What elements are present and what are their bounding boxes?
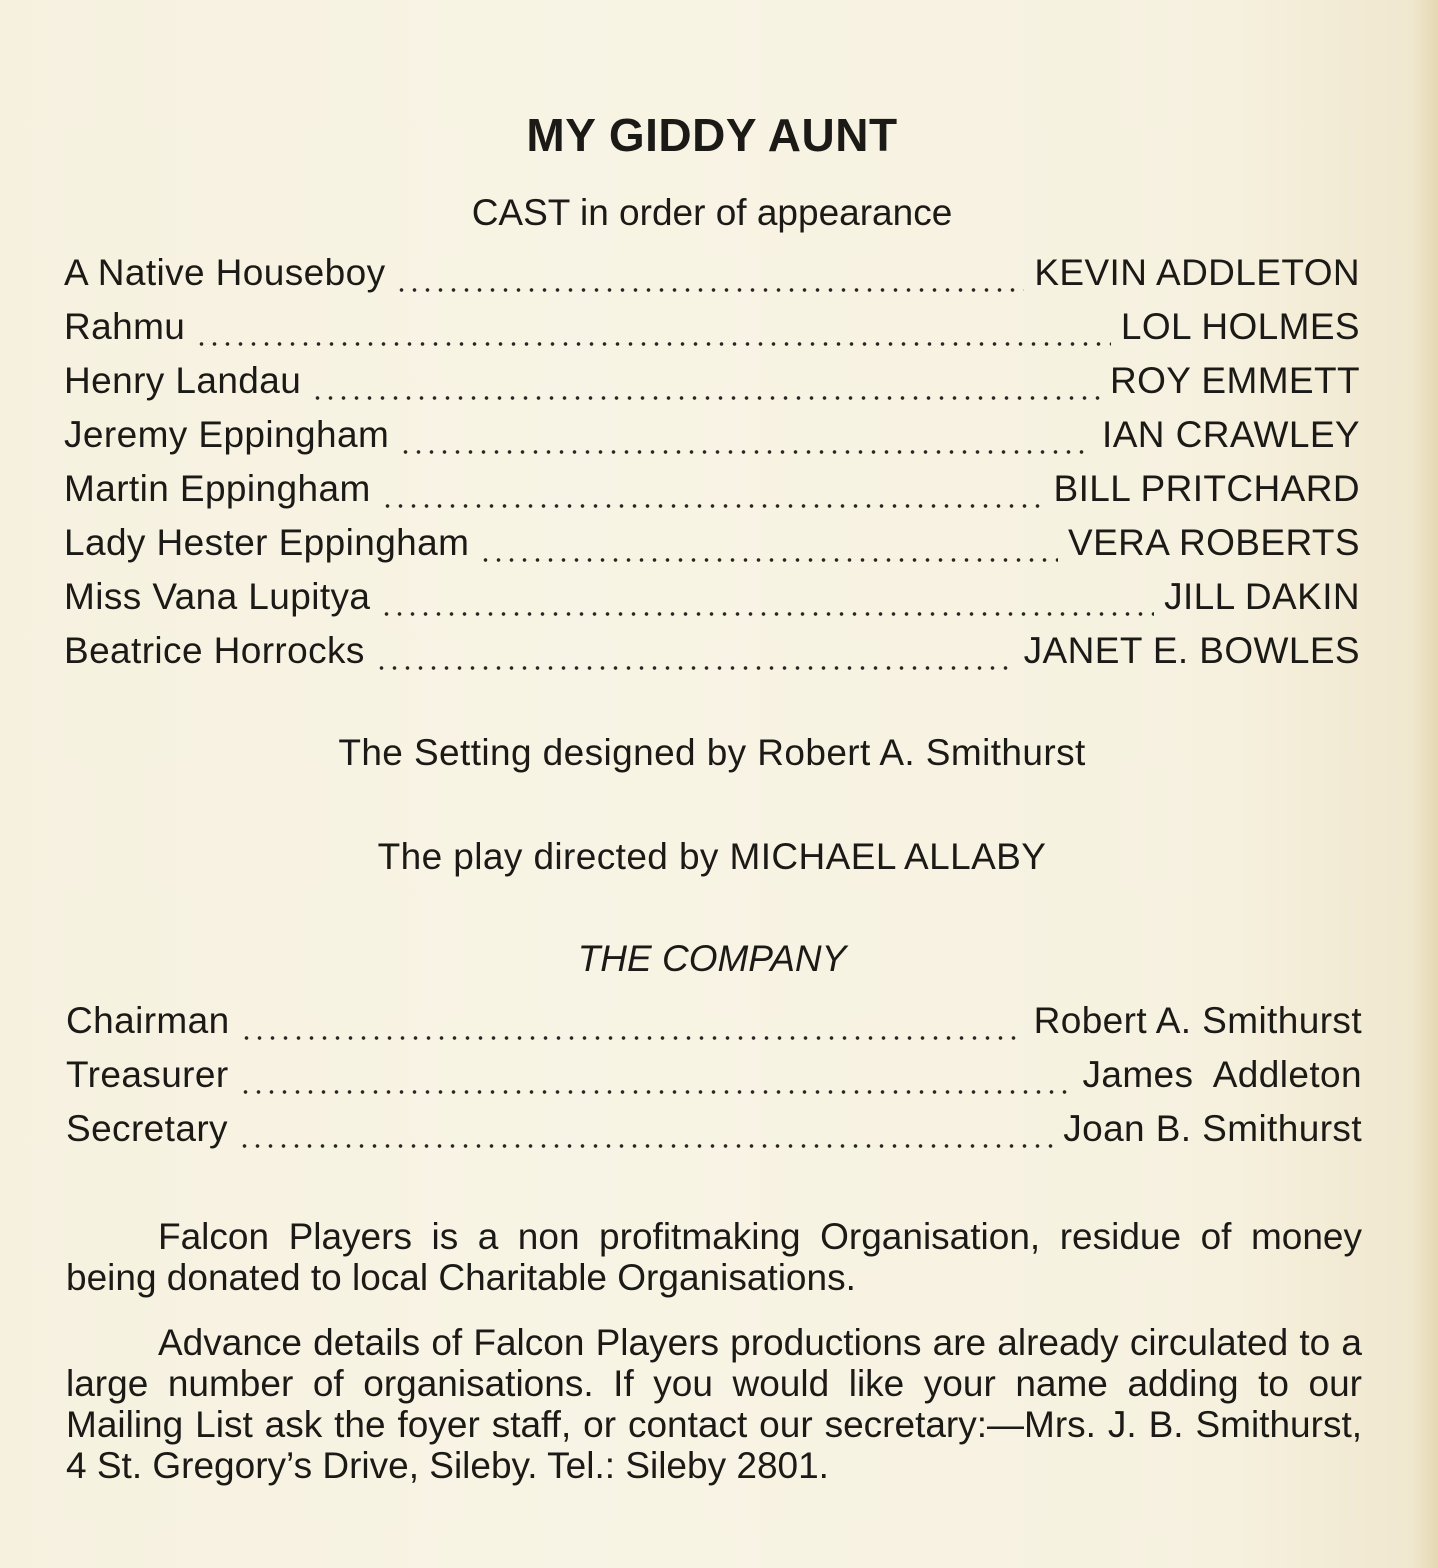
mailing-list-paragraph: Advance details of Falcon Players productions are already circulated to a large number of organisations. If you would like your name adding to our Mailing List ask the foyer staff, or contact our secretary:—Mrs. J. B. Smithurst, 4 St. Gregory’s Drive, Sileby. Tel.: Sileby 2801. [66, 1322, 1362, 1486]
cast-actor: ROY EMMETT [1110, 360, 1360, 401]
company-heading: THE COMPANY [577, 938, 847, 979]
leader-dots [381, 502, 1044, 510]
cast-heading: CAST in order of appearance [471, 192, 953, 233]
cast-actor: VERA ROBERTS [1068, 522, 1360, 563]
company-row [66, 1000, 1362, 1054]
cast-list [64, 252, 1360, 684]
cast-row [64, 630, 1360, 684]
cast-actor: BILL PRITCHARD [1053, 468, 1360, 509]
cast-actor: IAN CRAWLEY [1102, 414, 1360, 455]
company-member: James Addleton [1082, 1054, 1362, 1095]
cast-row [64, 468, 1360, 522]
company-role: Secretary [66, 1108, 228, 1149]
leader-dots [311, 394, 1100, 402]
cast-row [64, 360, 1360, 414]
cast-role: A Native Houseboy [64, 252, 386, 293]
charity-paragraph: Falcon Players is a non profitmaking Organisation, residue of money being donated to local Charitable Organisations. [66, 1216, 1362, 1298]
director-credit: The play directed by MICHAEL ALLABY [377, 836, 1047, 877]
cast-row [64, 414, 1360, 468]
setting-credit: The Setting designed by Robert A. Smithurst [338, 732, 1086, 773]
company-row [66, 1054, 1362, 1108]
company-list [66, 1000, 1362, 1162]
company-member: Robert A. Smithurst [1033, 1000, 1362, 1041]
cast-actor: KEVIN ADDLETON [1034, 252, 1360, 293]
cast-role: Miss Vana Lupitya [64, 576, 371, 617]
company-role: Treasurer [66, 1054, 229, 1095]
leader-dots [395, 286, 1024, 294]
cast-role: Rahmu [64, 306, 186, 347]
cast-actor: JANET E. BOWLES [1023, 630, 1360, 671]
cast-row [64, 306, 1360, 360]
leader-dots [195, 340, 1111, 348]
company-role: Chairman [66, 1000, 230, 1041]
cast-row [64, 522, 1360, 576]
leader-dots [375, 664, 1014, 672]
leader-dots [399, 448, 1092, 456]
cast-actor: LOL HOLMES [1120, 306, 1360, 347]
leader-dots [240, 1034, 1024, 1042]
cast-role: Martin Eppingham [64, 468, 371, 509]
company-member: Joan B. Smithurst [1063, 1108, 1362, 1149]
cast-role: Henry Landau [64, 360, 302, 401]
leader-dots [238, 1142, 1053, 1150]
cast-actor: JILL DAKIN [1164, 576, 1360, 617]
page-edge-shadow [1412, 0, 1438, 1568]
leader-dots [479, 556, 1058, 564]
cast-role: Lady Hester Eppingham [64, 522, 470, 563]
cast-role: Jeremy Eppingham [64, 414, 390, 455]
leader-dots [239, 1088, 1073, 1096]
cast-role: Beatrice Horrocks [64, 630, 365, 671]
company-row [66, 1108, 1362, 1162]
cast-row [64, 252, 1360, 306]
play-title: MY GIDDY AUNT [526, 109, 898, 161]
cast-row [64, 576, 1360, 630]
leader-dots [380, 610, 1154, 618]
